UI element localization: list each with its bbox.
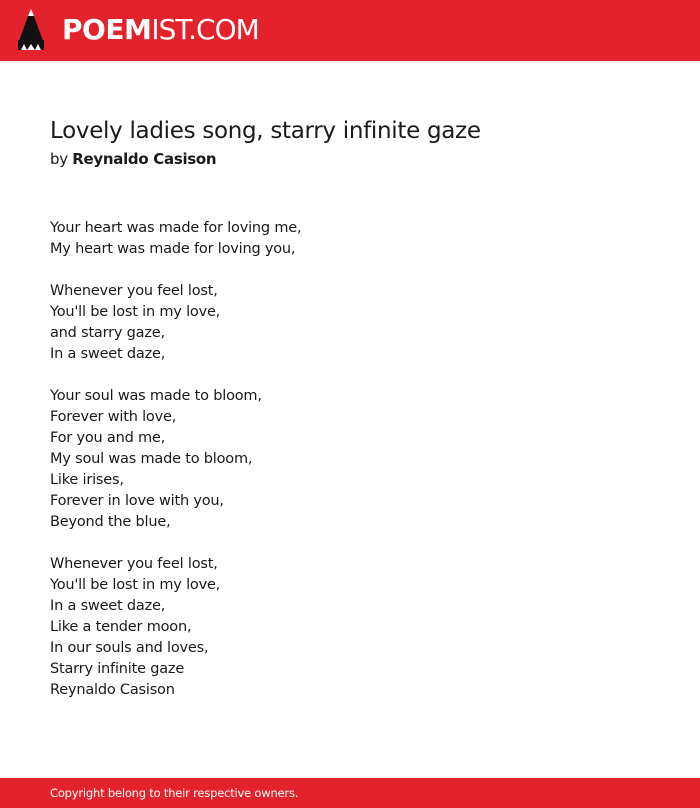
site-logo[interactable] [62,13,259,47]
poem-line: Starry infinite gaze [50,661,185,677]
poem-line: My heart was made for loving you, [50,241,296,257]
poem-line: Your heart was made for loving me, [50,220,302,236]
poem-line: Reynaldo Casison [50,682,175,698]
site-header [0,0,700,61]
poem-stanza [50,554,301,701]
poem-line: Forever in love with you, [50,493,224,509]
poem-line: Like a tender moon, [50,619,192,635]
by-label: by [50,150,68,168]
poem-line: In a sweet daze, [50,598,166,614]
poem-line: You'll be lost in my love, [50,304,221,320]
poem-line: Whenever you feel lost, [50,283,218,299]
poem-line: Forever with love, [50,409,177,425]
poem-line: and starry gaze, [50,325,165,341]
poem-line: My soul was made to bloom, [50,451,253,467]
poem-stanza [50,281,301,365]
poem-line: In our souls and loves, [50,640,209,656]
poem-line: Like irises, [50,472,124,488]
poem-stanza [50,386,301,533]
poem-author: Reynaldo Casison [72,150,217,168]
logo-text-bold: POEM [62,13,152,46]
poem-line: You'll be lost in my love, [50,577,221,593]
copyright-notice: Copyright belong to their respective owners. [50,786,299,800]
poem-stanza [50,218,301,260]
poem-line: Your soul was made to bloom, [50,388,262,404]
logo-text-light: IST.COM [151,13,259,46]
poem-line: For you and me, [50,430,166,446]
poem-line: In a sweet daze, [50,346,166,362]
poem-body [50,218,301,701]
poem-line: Whenever you feel lost, [50,556,218,572]
poem-line: Beyond the blue, [50,514,171,530]
pencil-tip-icon [17,9,45,51]
site-footer [0,778,700,808]
poem-byline [50,149,216,169]
poem-title: Lovely ladies song, starry infinite gaze [50,118,481,144]
